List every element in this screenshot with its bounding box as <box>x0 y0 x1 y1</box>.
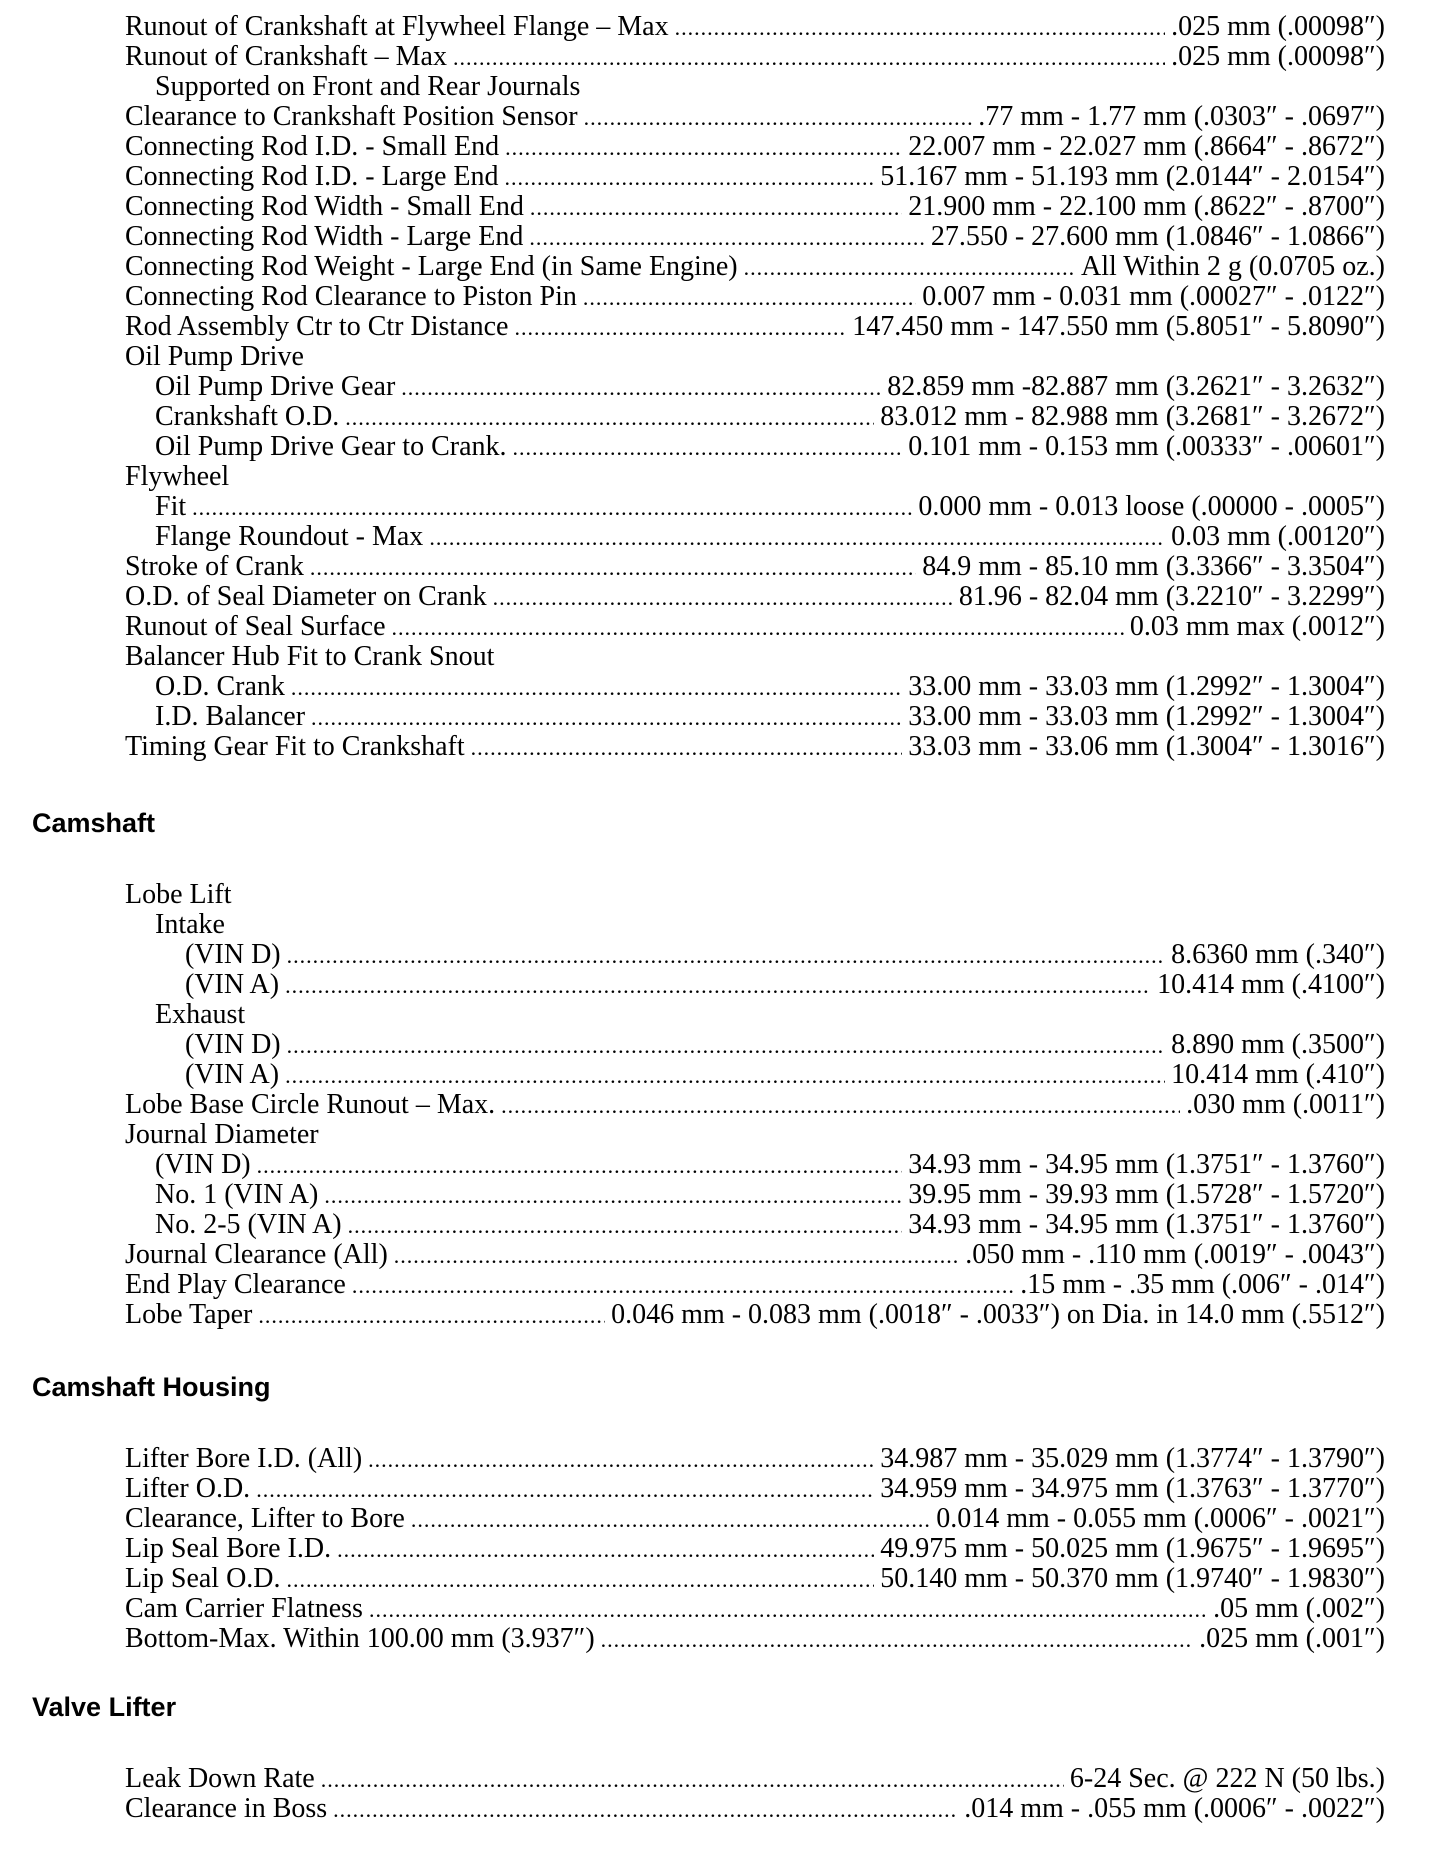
spec-value: 10.414 mm (.410″) <box>1171 1059 1385 1090</box>
spec-row <box>125 582 1385 612</box>
spec-value: 33.00 mm - 33.03 mm (1.2992″ - 1.3004″) <box>908 701 1385 732</box>
spec-value: .030 mm (.0011″) <box>1186 1089 1385 1120</box>
spec-label: Clearance in Boss <box>125 1793 328 1824</box>
spec-row <box>125 342 1385 372</box>
spec-value: 33.00 mm - 33.03 mm (1.2992″ - 1.3004″) <box>908 671 1385 702</box>
spec-row <box>125 910 1385 940</box>
spec-value: 0.03 mm max (.0012″) <box>1129 611 1385 642</box>
spec-label: Runout of Crankshaft – Max <box>125 41 447 72</box>
spec-row <box>125 1270 1385 1300</box>
spec-label: Rod Assembly Ctr to Ctr Distance <box>125 311 509 342</box>
spec-row <box>125 42 1385 72</box>
leader-dots <box>529 223 924 253</box>
spec-label: Lifter Bore I.D. (All) <box>125 1443 363 1474</box>
spec-row <box>125 732 1385 762</box>
spec-value: 34.93 mm - 34.95 mm (1.3751″ - 1.3760″) <box>908 1209 1385 1240</box>
spec-label: No. 1 (VIN A) <box>155 1179 319 1210</box>
leader-dots <box>675 13 1166 43</box>
spec-label: Cam Carrier Flatness <box>125 1593 363 1624</box>
spec-value: .05 mm (.002″) <box>1213 1593 1385 1624</box>
leader-dots <box>333 1795 958 1825</box>
spec-label: Balancer Hub Fit to Crank Snout <box>125 641 495 672</box>
spec-label: Fit <box>155 491 187 522</box>
leader-dots <box>258 1301 605 1331</box>
crankshaft-spec-list <box>125 12 1385 762</box>
spec-value: 50.140 mm - 50.370 mm (1.9740″ - 1.9830″) <box>880 1563 1385 1594</box>
spec-label: Lifter O.D. <box>125 1473 251 1504</box>
spec-row <box>125 1624 1385 1654</box>
spec-row <box>125 1000 1385 1030</box>
spec-label: Runout of Seal Surface <box>125 611 386 642</box>
spec-label: Oil Pump Drive Gear <box>155 371 396 402</box>
spec-label: Flywheel <box>125 461 230 492</box>
spec-label: Clearance, Lifter to Bore <box>125 1503 405 1534</box>
valve-lifter-spec-list <box>125 1764 1385 1824</box>
leader-dots <box>471 733 903 763</box>
spec-value: 0.000 mm - 0.013 loose (.00000 - .0005″) <box>918 491 1385 522</box>
leader-dots <box>411 1505 930 1535</box>
spec-value: 83.012 mm - 82.988 mm (3.2681″ - 3.2672″) <box>880 401 1385 432</box>
spec-label: O.D. of Seal Diameter on Crank <box>125 581 487 612</box>
spec-label: Clearance to Crankshaft Position Sensor <box>125 101 578 132</box>
spec-value: 34.93 mm - 34.95 mm (1.3751″ - 1.3760″) <box>908 1149 1385 1180</box>
leader-dots <box>505 163 875 193</box>
spec-value: 10.414 mm (.4100″) <box>1157 969 1385 1000</box>
leader-dots <box>337 1535 874 1565</box>
spec-row <box>125 492 1385 522</box>
spec-row <box>125 552 1385 582</box>
spec-row <box>125 402 1385 432</box>
spec-row <box>125 522 1385 552</box>
spec-label: Runout of Crankshaft at Flywheel Flange – Max <box>125 11 669 42</box>
spec-value: 0.014 mm - 0.055 mm (.0006″ - .0021″) <box>936 1503 1385 1534</box>
spec-row <box>125 1474 1385 1504</box>
camshaft-spec-list <box>125 880 1385 1330</box>
leader-dots <box>321 1765 1064 1795</box>
leader-dots <box>394 1241 960 1271</box>
leader-dots <box>584 103 973 133</box>
spec-label: (VIN D) <box>185 939 281 970</box>
leader-dots <box>530 193 902 223</box>
valve-lifter-heading: Valve Lifter <box>32 1692 177 1722</box>
leader-dots <box>257 1151 903 1181</box>
spec-row <box>125 1090 1385 1120</box>
spec-row <box>125 372 1385 402</box>
spec-label: (VIN D) <box>155 1149 251 1180</box>
spec-label: Lobe Lift <box>125 879 232 910</box>
spec-row <box>125 1564 1385 1594</box>
leader-dots <box>453 43 1165 73</box>
leader-dots <box>324 1181 902 1211</box>
spec-value: .15 mm - .35 mm (.006″ - .014″) <box>1020 1269 1385 1300</box>
spec-label: Connecting Rod Clearance to Piston Pin <box>125 281 577 312</box>
spec-value: 34.959 mm - 34.975 mm (1.3763″ - 1.3770″) <box>880 1473 1385 1504</box>
spec-label: Supported on Front and Rear Journals <box>155 71 581 102</box>
spec-label: (VIN A) <box>185 969 280 1000</box>
spec-label: Lip Seal Bore I.D. <box>125 1533 332 1564</box>
spec-row <box>125 1794 1385 1824</box>
spec-row <box>125 222 1385 252</box>
spec-row <box>125 252 1385 282</box>
leader-dots <box>505 133 902 163</box>
spec-value: .77 mm - 1.77 mm (.0303″ - .0697″) <box>978 101 1385 132</box>
spec-value: .025 mm (.00098″) <box>1171 11 1385 42</box>
spec-label: Lobe Base Circle Runout – Max. <box>125 1089 496 1120</box>
leader-dots <box>369 1595 1207 1625</box>
spec-row <box>125 1060 1385 1090</box>
leader-dots <box>493 583 953 613</box>
spec-value: 147.450 mm - 147.550 mm (5.8051″ - 5.8090″) <box>852 311 1385 342</box>
spec-row <box>125 642 1385 672</box>
spec-label: Lip Seal O.D. <box>125 1563 281 1594</box>
spec-row <box>125 970 1385 1000</box>
spec-value: All Within 2 g (0.0705 oz.) <box>1081 251 1385 282</box>
spec-row <box>125 102 1385 132</box>
camshaft-housing-spec-list <box>125 1444 1385 1654</box>
spec-value: 0.03 mm (.00120″) <box>1171 521 1385 552</box>
spec-row <box>125 1240 1385 1270</box>
leader-dots <box>285 971 1151 1001</box>
spec-label: Timing Gear Fit to Crankshaft <box>125 731 465 762</box>
spec-value: 6-24 Sec. @ 222 N (50 lbs.) <box>1069 1763 1385 1794</box>
leader-dots <box>311 703 902 733</box>
spec-value: 8.6360 mm (.340″) <box>1171 939 1385 970</box>
leader-dots <box>601 1625 1193 1655</box>
spec-value: 8.890 mm (.3500″) <box>1171 1029 1385 1060</box>
spec-label: Oil Pump Drive Gear to Crank. <box>155 431 507 462</box>
spec-label: Connecting Rod Weight - Large End (in Same Engine) <box>125 251 738 282</box>
spec-row <box>125 1444 1385 1474</box>
spec-label: Crankshaft O.D. <box>155 401 340 432</box>
spec-label: Leak Down Rate <box>125 1763 315 1794</box>
leader-dots <box>291 673 902 703</box>
spec-row <box>125 1504 1385 1534</box>
spec-value: 82.859 mm -82.887 mm (3.2621″ - 3.2632″) <box>887 371 1385 402</box>
leader-dots <box>352 1271 1014 1301</box>
spec-value: 39.95 mm - 39.93 mm (1.5728″ - 1.5720″) <box>908 1179 1385 1210</box>
spec-label: Stroke of Crank <box>125 551 304 582</box>
spec-value: 22.007 mm - 22.027 mm (.8664″ - .8672″) <box>908 131 1385 162</box>
spec-label: Journal Clearance (All) <box>125 1239 388 1270</box>
leader-dots <box>583 283 916 313</box>
leader-dots <box>501 1091 1180 1121</box>
spec-label: O.D. Crank <box>155 671 285 702</box>
spec-row <box>125 1120 1385 1150</box>
leader-dots <box>368 1445 874 1475</box>
spec-row <box>125 940 1385 970</box>
spec-row <box>125 432 1385 462</box>
spec-row <box>125 462 1385 492</box>
leader-dots <box>287 1565 875 1595</box>
leader-dots <box>513 433 903 463</box>
spec-label: Exhaust <box>155 999 246 1030</box>
spec-value: .050 mm - .110 mm (.0019″ - .0043″) <box>965 1239 1385 1270</box>
spec-value: 0.101 mm - 0.153 mm (.00333″ - .00601″) <box>908 431 1385 462</box>
leader-dots <box>744 253 1075 283</box>
spec-value: 81.96 - 82.04 mm (3.2210″ - 3.2299″) <box>958 581 1385 612</box>
spec-value: 33.03 mm - 33.06 mm (1.3004″ - 1.3016″) <box>908 731 1385 762</box>
camshaft-housing-heading: Camshaft Housing <box>32 1372 271 1402</box>
leader-dots <box>514 313 846 343</box>
spec-row <box>125 1534 1385 1564</box>
spec-row <box>125 162 1385 192</box>
spec-label: No. 2-5 (VIN A) <box>155 1209 342 1240</box>
spec-label: Connecting Rod I.D. - Small End <box>125 131 500 162</box>
leader-dots <box>285 1061 1165 1091</box>
spec-value: .025 mm (.00098″) <box>1171 41 1385 72</box>
spec-row <box>125 1210 1385 1240</box>
spec-label: Bottom-Max. Within 100.00 mm (3.937″) <box>125 1623 595 1654</box>
spec-row <box>125 1180 1385 1210</box>
spec-row <box>125 72 1385 102</box>
spec-value: 0.046 mm - 0.083 mm (.0018″ - .0033″) on Dia. in 14.0 mm (.5512″) <box>611 1299 1385 1330</box>
spec-row <box>125 1300 1385 1330</box>
camshaft-heading: Camshaft <box>32 808 156 838</box>
spec-label: Journal Diameter <box>125 1119 319 1150</box>
spec-value: 34.987 mm - 35.029 mm (1.3774″ - 1.3790″) <box>880 1443 1385 1474</box>
spec-row <box>125 1764 1385 1794</box>
spec-value: 51.167 mm - 51.193 mm (2.0144″ - 2.0154″) <box>880 161 1385 192</box>
spec-row <box>125 1150 1385 1180</box>
leader-dots <box>348 1211 903 1241</box>
spec-label: Intake <box>155 909 225 940</box>
spec-row <box>125 312 1385 342</box>
spec-row <box>125 702 1385 732</box>
spec-label: Flange Roundout - Max <box>155 521 424 552</box>
leader-dots <box>310 553 916 583</box>
spec-value: 49.975 mm - 50.025 mm (1.9675″ - 1.9695″) <box>880 1533 1385 1564</box>
spec-value: .014 mm - .055 mm (.0006″ - .0022″) <box>964 1793 1385 1824</box>
spec-row <box>125 672 1385 702</box>
leader-dots <box>192 493 912 523</box>
spec-row <box>125 132 1385 162</box>
spec-value: 27.550 - 27.600 mm (1.0846″ - 1.0866″) <box>930 221 1385 252</box>
spec-row <box>125 880 1385 910</box>
spec-label: Lobe Taper <box>125 1299 253 1330</box>
spec-label: I.D. Balancer <box>155 701 306 732</box>
leader-dots <box>256 1475 874 1505</box>
spec-row <box>125 282 1385 312</box>
spec-label: Connecting Rod Width - Small End <box>125 191 524 222</box>
spec-value: .025 mm (.001″) <box>1199 1623 1385 1654</box>
leader-dots <box>392 613 1124 643</box>
spec-row <box>125 1594 1385 1624</box>
spec-row <box>125 192 1385 222</box>
spec-label: Connecting Rod I.D. - Large End <box>125 161 499 192</box>
spec-label: Oil Pump Drive <box>125 341 304 372</box>
spec-value: 84.9 mm - 85.10 mm (3.3366″ - 3.3504″) <box>922 551 1385 582</box>
spec-value: 21.900 mm - 22.100 mm (.8622″ - .8700″) <box>908 191 1385 222</box>
spec-label: Connecting Rod Width - Large End <box>125 221 524 252</box>
spec-label: (VIN D) <box>185 1029 281 1060</box>
leader-dots <box>401 373 881 403</box>
leader-dots <box>287 1031 1165 1061</box>
spec-label: (VIN A) <box>185 1059 280 1090</box>
leader-dots <box>287 941 1165 971</box>
leader-dots <box>345 403 874 433</box>
spec-row <box>125 612 1385 642</box>
leader-dots <box>429 523 1165 553</box>
spec-value: 0.007 mm - 0.031 mm (.00027″ - .0122″) <box>922 281 1385 312</box>
spec-label: End Play Clearance <box>125 1269 346 1300</box>
spec-row <box>125 1030 1385 1060</box>
spec-row <box>125 12 1385 42</box>
